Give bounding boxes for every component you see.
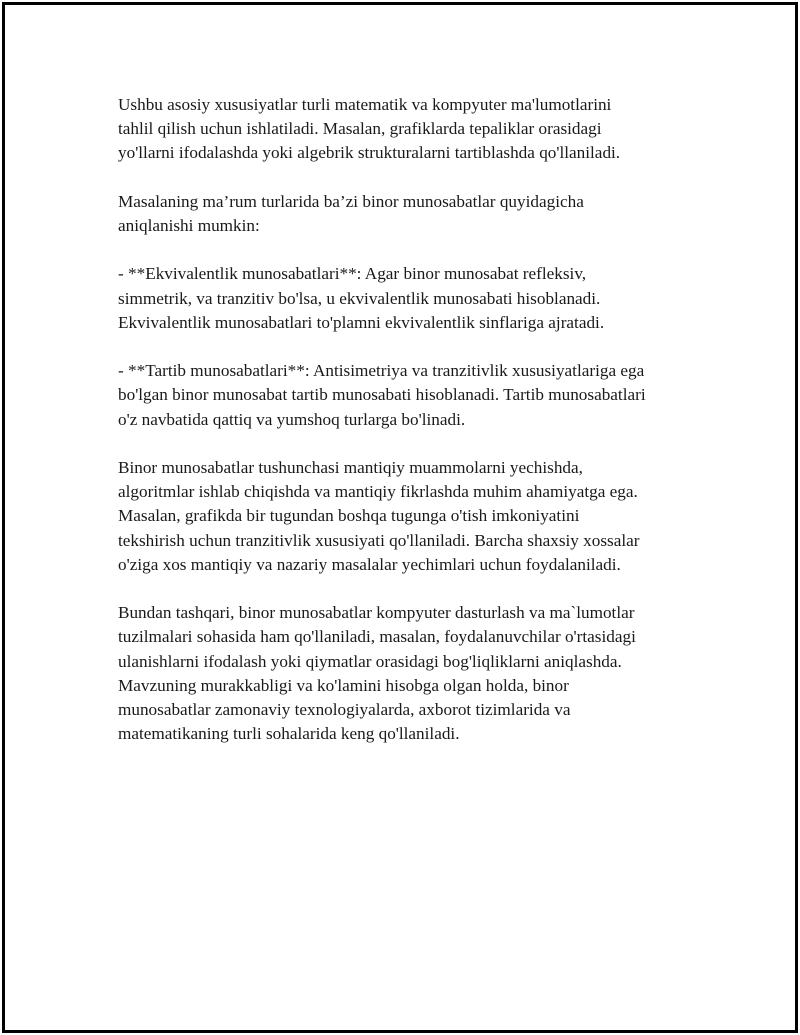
text-line: tuzilmalari sohasida ham qo'llaniladi, masalan, foydalanuvchilar o'rtasidagi: [118, 627, 636, 647]
text-line: aniqlanishi mumkin:: [118, 216, 260, 235]
paragraph-logic: [118, 456, 698, 577]
paragraph-applications: [118, 601, 698, 746]
document-body: [118, 93, 698, 771]
text-line: - **Tartib munosabatlari**: Antisimetriya va tranzitivlik xususiyatlariga ega: [118, 361, 645, 381]
text-line: Masalaning ma’rum turlarida ba’zi binor munosabatlar quyidagicha: [118, 191, 584, 211]
text-line: Ekvivalentlik munosabatlari to'plamni ekvivalentlik sinflariga ajratadi.: [118, 312, 605, 332]
text-line: Mavzuning murakkabligi va ko'lamini hisobga olgan holda, binor: [118, 675, 569, 695]
text-line: yo'llarni ifodalashda yoki algebrik strukturalarni tartiblashda qo'llaniladi.: [118, 143, 621, 163]
text-line: o'ziga xos mantiqiy va nazariy masalalar yechimlari uchun foydalaniladi.: [118, 554, 621, 574]
text-line: Masalan, grafikda bir tugundan boshqa tugunga o'tish imkoniyatini: [118, 506, 580, 526]
text-line: matematikaning turli sohalarida keng qo'llaniladi.: [118, 724, 460, 744]
text-line: simmetrik, va tranzitiv bo'lsa, u ekvivalentlik munosabati hisoblanadi.: [118, 288, 601, 308]
paragraph-equivalence: [118, 262, 698, 335]
paragraph-intro: [118, 93, 698, 166]
paragraph-order: [118, 359, 698, 432]
text-line: Ushbu asosiy xususiyatlar turli matematik va kompyuter ma'lumotlarini: [118, 95, 612, 114]
text-line: bo'lgan binor munosabat tartib munosabati hisoblanadi. Tartib munosabatlari: [118, 385, 646, 405]
text-line: Bundan tashqari, binor munosabatlar kompyuter dasturlash va ma`lumotlar: [118, 603, 635, 623]
paragraph-types: [118, 190, 698, 238]
text-line: - **Ekvivalentlik munosabatlari**: Agar binor munosabat refleksiv,: [118, 264, 587, 284]
text-line: tekshirish uchun tranzitivlik xususiyati qo'llaniladi. Barcha shaxsiy xossalar: [118, 530, 640, 550]
text-line: o'z navbatida qattiq va yumshoq turlarga bo'linadi.: [118, 409, 466, 429]
text-line: Binor munosabatlar tushunchasi mantiqiy muammolarni yechishda,: [118, 457, 583, 477]
text-line: algoritmlar ishlab chiqishda va mantiqiy fikrlashda muhim ahamiyatga ega.: [118, 482, 638, 502]
text-line: munosabatlar zamonaviy texnologiyalarda, axborot tizimlarida va: [118, 700, 571, 719]
text-line: tahlil qilish uchun ishlatiladi. Masalan, grafiklarda tepaliklar orasidagi: [118, 119, 602, 139]
text-line: ulanishlarni ifodalash yoki qiymatlar orasidagi bog'liqliklarni aniqlashda.: [118, 651, 622, 671]
